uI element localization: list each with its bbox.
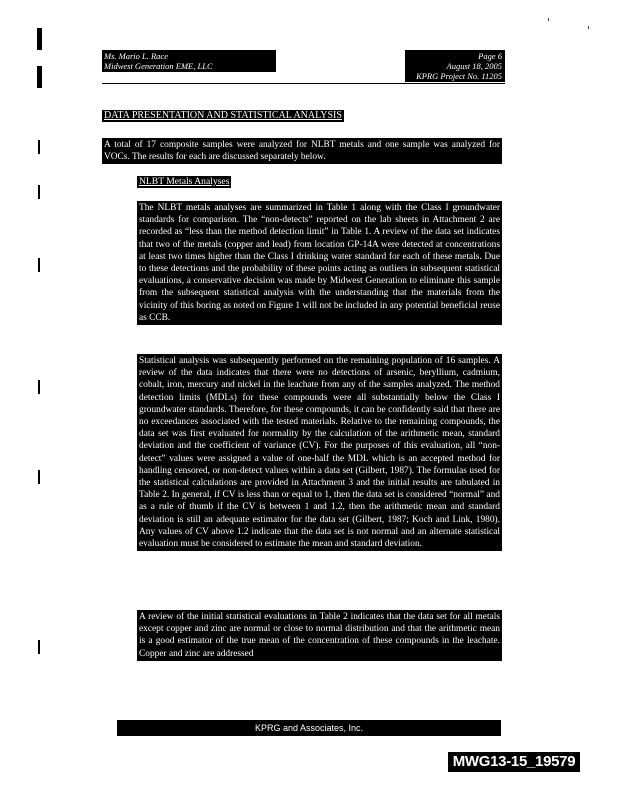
scan-mark <box>38 258 40 272</box>
scan-mark <box>38 470 40 484</box>
scan-mark <box>38 140 40 154</box>
intro-paragraph: A total of 17 composite samples were analyzed for NLBT metals and one sample was analyzed for VOCs. The results for each are discussed separately below. <box>102 138 502 164</box>
letter-reference <box>405 50 505 82</box>
project-number: KPRG Project No. 11205 <box>416 71 502 81</box>
document-id-stamp: MWG13-15_19579 <box>448 752 580 772</box>
body-paragraph-3: A review of the initial statistical evaluations in Table 2 indicates that the data set for all metals except copper and zinc are normal or close to normal distribution and that the arithmetic mean is a good estimator of the true mean of the concentration of these compounds in the leachate. Copper and zinc are addressed <box>137 610 502 661</box>
scan-mark <box>38 640 40 654</box>
body-paragraph-1: The NLBT metals analyses are summarized in Table 1 along with the Class I groundwater standards for comparison. The “non-detects” reported on the lab sheets in Attachment 2 are recorded as “less than the method detection limit” in Table 1. A review of the data set indicates that two of the metals (copper and lead) from location GP-14A were detected at concentrations at least two times higher than the Class I drinking water standard for each of these metals. Due to these detections and the probability of these points acting as outliers in subsequent statistical evaluations, a conservative decision was made by Midwest Generation to eliminate this sample from the subsequent statistical analysis with the understanding that the materials from the vicinity of this boring as noted on Figure 1 will not be included in any potential beneficial reuse as CCB. <box>137 201 502 325</box>
scan-mark <box>37 28 42 50</box>
recipient-company: Midwest Generation EME, LLC <box>104 61 213 71</box>
page-footer: KPRG and Associates, Inc. <box>117 720 501 736</box>
body-paragraph-2: Statistical analysis was subsequently performed on the remaining population of 16 samples. A review of the data indicates that there were no detections of arsenic, beryllium, cadmium, cobalt, iron, mercury and nickel in the leachate from any of the samples analyzed. The method detection limits (MDLs) for these compounds were all substantially below the Class I groundwater standards. Therefore, for these compounds, it can be confidently said that there are no exceedances associated with the tested materials. Relative to the remaining compounds, the data set was first evaluated for normality by the calculation of the arithmetic mean, standard deviation and the coefficient of variance (CV). For the purposes of this evaluation, all “non-detect” values were assigned a value of one-half the MDL which is an accepted method for handling censored, or non-detect values within a data set (Gilbert, 1987). The formulas used for the statistical calculations are provided in Attachment 3 and the initial results are tabulated in Table 2. In general, if CV is less than or equal to 1, then the data set is considered “normal” and as a rule of thumb if the CV is between 1 and 1.2, then the arithmetic mean and standard deviation is still an adequate estimator for the data set (Gilbert, 1987; Koch and Link, 1980). Any values of CV above 1.2 indicate that the data set is not normal and an alternate statistical evaluation must be considered to estimate the mean and standard deviation. <box>137 354 502 551</box>
scan-mark <box>37 66 42 88</box>
page-number: Page 6 <box>478 51 502 61</box>
scan-speck <box>588 26 589 29</box>
scan-mark <box>38 380 40 394</box>
subsection-heading: NLBT Metals Analyses <box>139 176 230 187</box>
recipient-name: Ms. Mario L. Race <box>104 51 168 61</box>
letter-recipient <box>102 50 276 72</box>
scan-speck <box>548 18 549 21</box>
section-heading: DATA PRESENTATION AND STATISTICAL ANALYSIS <box>104 110 342 121</box>
letter-date: August 18, 2005 <box>446 61 502 71</box>
header-rule <box>102 83 505 84</box>
scan-mark <box>38 185 40 199</box>
